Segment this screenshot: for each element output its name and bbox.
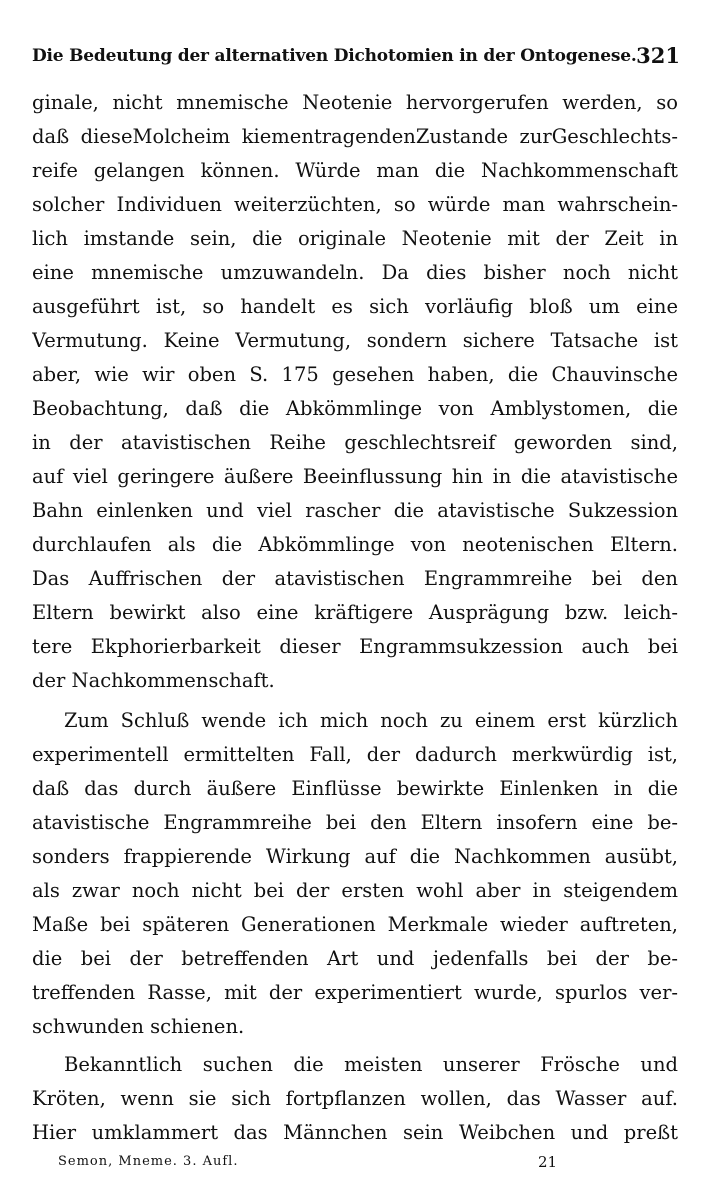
text-line: sonders frappierende Wirkung auf die Nachkommen ausübt,	[32, 845, 678, 868]
text-line: Eltern bewirkt also eine kräftigere Ausprägung bzw. leich-	[32, 601, 678, 624]
text-line: in der atavistischen Reihe geschlechtsreif geworden sind,	[32, 431, 678, 454]
signature-mark: Semon, Mneme. 3. Aufl.	[58, 1154, 239, 1169]
text-line: daß dieseMolcheim kiementragendenZustande zurGeschlechts-	[32, 125, 678, 148]
text-line: lich imstande sein, die originale Neotenie mit der Zeit in	[32, 227, 678, 250]
text-line: aber, wie wir oben S. 175 gesehen haben, die Chauvinsche	[32, 363, 678, 386]
page-footer	[58, 1150, 598, 1174]
text-line: durchlaufen als die Abkömmlinge von neotenischen Eltern.	[32, 533, 678, 556]
page-number: 321	[636, 43, 680, 68]
text-line: reife gelangen können. Würde man die Nachkommenschaft	[32, 159, 678, 182]
text-line: Vermutung. Keine Vermutung, sondern sichere Tatsache ist	[32, 329, 678, 352]
text-line: eine mnemische umzuwandeln. Da dies bisher noch nicht	[32, 261, 678, 284]
text-line: Hier umklammert das Männchen sein Weibchen und preßt	[32, 1121, 678, 1144]
text-line: ginale, nicht mnemische Neotenie hervorgerufen werden, so	[32, 91, 678, 114]
text-line: Beobachtung, daß die Abkömmlinge von Amblystomen, die	[32, 397, 678, 420]
text-line: treffenden Rasse, mit der experimentiert wurde, spurlos ver-	[32, 981, 678, 1004]
text-line: Das Auffrischen der atavistischen Engrammreihe bei den	[32, 567, 678, 590]
text-line: ausgeführt ist, so handelt es sich vorläufig bloß um eine	[32, 295, 678, 318]
sheet-number: 21	[538, 1153, 558, 1171]
text-line: experimentell ermittelten Fall, der dadurch merkwürdig ist,	[32, 743, 678, 766]
running-head	[32, 40, 680, 72]
running-title: Die Bedeutung der alternativen Dichotomien in der Ontogenese.	[32, 46, 637, 66]
text-line: solcher Individuen weiterzüchten, so würde man wahrschein-	[32, 193, 678, 216]
text-line: Bekanntlich suchen die meisten unserer Frösche und	[64, 1053, 678, 1076]
text-line: Bahn einlenken und viel rascher die atavistische Sukzession	[32, 499, 678, 522]
text-line: tere Ekphorierbarkeit dieser Engrammsukzession auch bei	[32, 635, 678, 658]
text-line: Zum Schluß wende ich mich noch zu einem erst kürzlich	[64, 709, 678, 732]
text-line: die bei der betreffenden Art und jedenfalls bei der be-	[32, 947, 678, 970]
text-line: der Nachkommenschaft.	[32, 669, 275, 692]
text-line: schwunden schienen.	[32, 1015, 245, 1038]
text-line: daß das durch äußere Einflüsse bewirkte Einlenken in die	[32, 777, 678, 800]
text-line: Kröten, wenn sie sich fortpflanzen wollen, das Wasser auf.	[32, 1087, 678, 1110]
text-line: Maße bei späteren Generationen Merkmale wieder auftreten,	[32, 913, 678, 936]
text-line: auf viel geringere äußere Beeinflussung hin in die atavistische	[32, 465, 678, 488]
text-line: als zwar noch nicht bei der ersten wohl aber in steigendem	[32, 879, 678, 902]
text-line: atavistische Engrammreihe bei den Eltern insofern eine be-	[32, 811, 678, 834]
